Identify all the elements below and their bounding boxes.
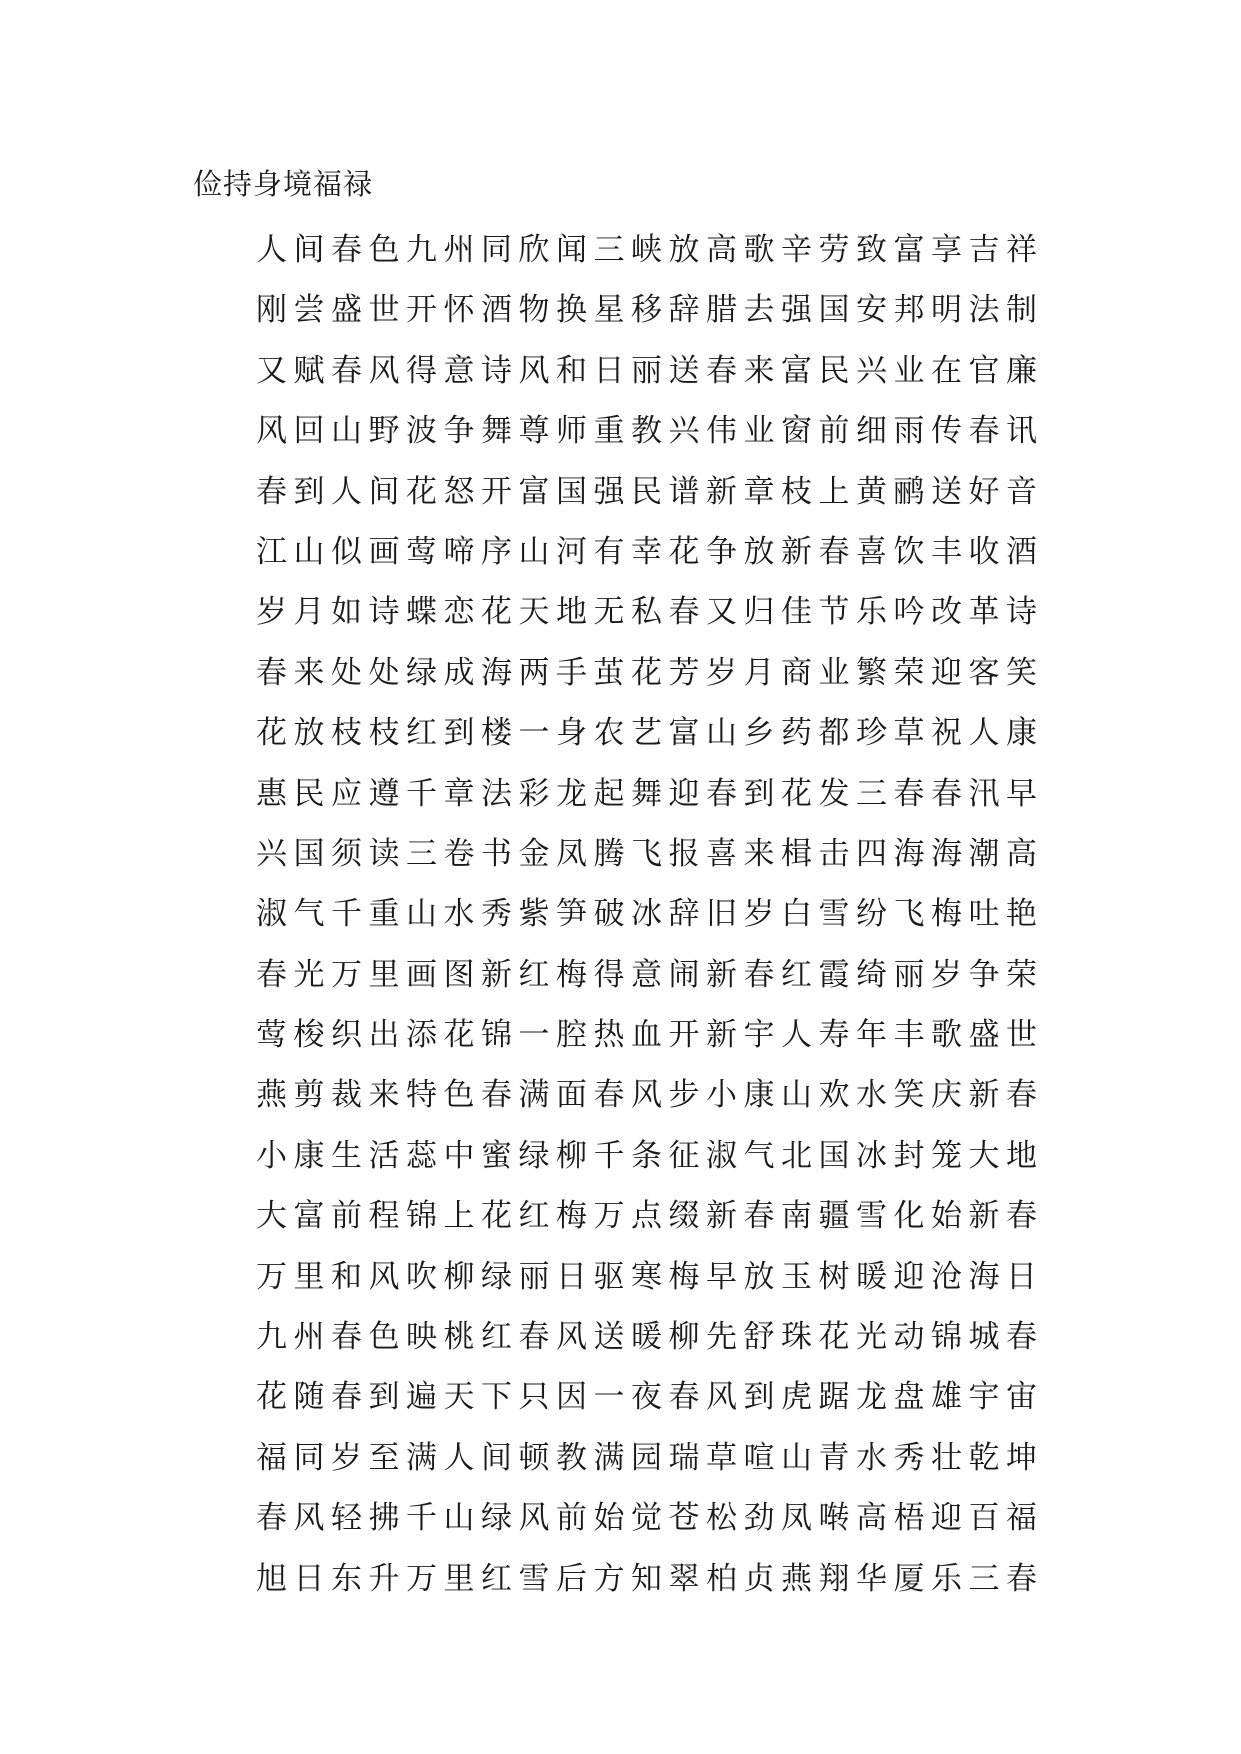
text-line: 花随春到遍天下只因一夜春风到虎踞龙盘雄宇宙	[256, 1379, 1044, 1416]
text-line: 万里和风吹柳绿丽日驱寒梅早放玉树暖迎沧海日	[256, 1258, 1044, 1295]
text-line: 江山似画莺啼序山河有幸花争放新春喜饮丰收酒	[256, 533, 1044, 570]
text-line: 惠民应遵千章法彩龙起舞迎春到花发三春春汛早	[256, 775, 1044, 812]
text-line: 小康生活蕊中蜜绿柳千条征淑气北国冰封笼大地	[256, 1137, 1044, 1174]
text-line: 又赋春风得意诗风和日丽送春来富民兴业在官廉	[256, 352, 1044, 389]
text-line: 燕剪裁来特色春满面春风步小康山欢水笑庆新春	[256, 1077, 1044, 1114]
text-line: 大富前程锦上花红梅万点缀新春南疆雪化始新春	[256, 1198, 1044, 1235]
text-line: 花放枝枝红到楼一身农艺富山乡药都珍草祝人康	[256, 715, 1044, 752]
text-line: 春光万里画图新红梅得意闹新春红霞绮丽岁争荣	[256, 956, 1044, 993]
text-line: 淑气千重山水秀紫笋破冰辞旧岁白雪纷飞梅吐艳	[256, 896, 1044, 933]
text-line: 九州春色映桃红春风送暖柳先舒珠花光动锦城春	[256, 1319, 1044, 1356]
couplet-lines	[256, 220, 1044, 1609]
document-heading: 俭持身境福禄	[193, 167, 374, 201]
text-line: 旭日东升万里红雪后方知翠柏贞燕翔华厦乐三春	[256, 1560, 1044, 1597]
text-line: 兴国须读三卷书金凤腾飞报喜来楫击四海海潮高	[256, 835, 1044, 872]
text-line: 人间春色九州同欣闻三峡放高歌辛劳致富享吉祥	[256, 232, 1044, 268]
text-line: 春到人间花怒开富国强民谱新章枝上黄鹂送好音	[256, 473, 1044, 510]
text-line: 福同岁至满人间顿教满园瑞草喧山青水秀壮乾坤	[256, 1439, 1044, 1476]
text-line: 春风轻拂千山绿风前始觉苍松劲凤啭高梧迎百福	[256, 1500, 1044, 1537]
text-line: 莺梭织出添花锦一腔热血开新宇人寿年丰歌盛世	[256, 1017, 1044, 1054]
text-line: 春来处处绿成海两手茧花芳岁月商业繁荣迎客笑	[256, 654, 1044, 691]
text-line: 风回山野波争舞尊师重教兴伟业窗前细雨传春讯	[256, 413, 1044, 450]
text-line: 刚尝盛世开怀酒物换星移辞腊去强国安邦明法制	[256, 292, 1044, 329]
text-line: 岁月如诗蝶恋花天地无私春又归佳节乐吟改革诗	[256, 594, 1044, 631]
